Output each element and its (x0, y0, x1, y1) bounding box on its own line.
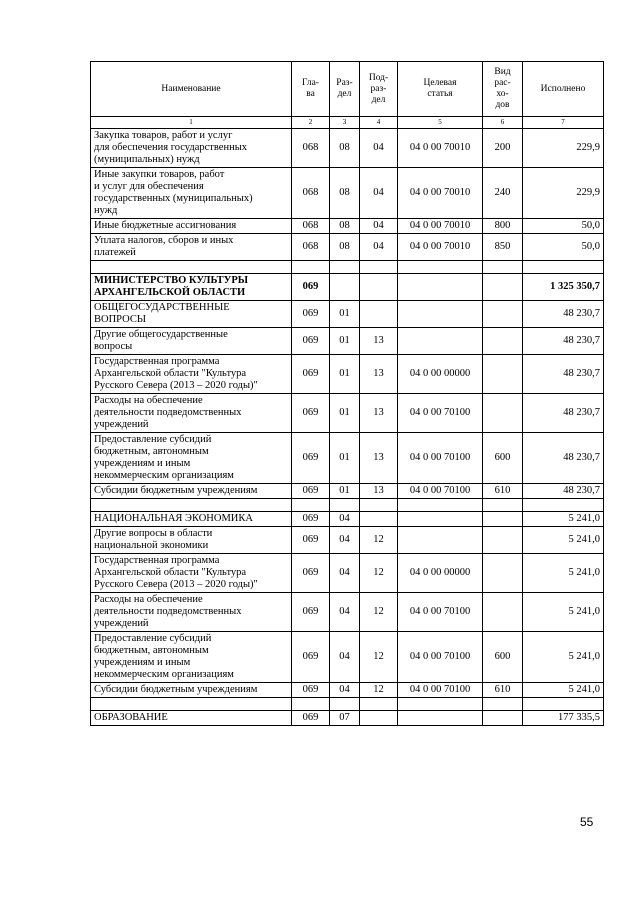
empty-cell (523, 698, 604, 711)
empty-cell (523, 261, 604, 274)
empty-cell (91, 698, 292, 711)
cell-glava: 069 (292, 683, 330, 698)
table-row (91, 527, 604, 554)
column-number: 2 (292, 117, 330, 129)
cell-executed: 177 335,5 (523, 711, 604, 726)
spacer-row (91, 499, 604, 512)
cell-podrazdel: 04 (360, 234, 398, 261)
cell-executed: 48 230,7 (523, 433, 604, 484)
empty-cell (330, 261, 360, 274)
cell-razdel: 07 (330, 711, 360, 726)
cell-razdel: 08 (330, 168, 360, 219)
cell-executed: 5 241,0 (523, 512, 604, 527)
cell-vid: 240 (483, 168, 523, 219)
cell-executed: 229,9 (523, 129, 604, 168)
cell-glava: 069 (292, 632, 330, 683)
cell-vid (483, 274, 523, 301)
empty-cell (398, 261, 483, 274)
cell-glava: 068 (292, 168, 330, 219)
cell-glava: 069 (292, 527, 330, 554)
table-row (91, 234, 604, 261)
cell-executed: 5 241,0 (523, 527, 604, 554)
empty-cell (292, 261, 330, 274)
cell-razdel: 08 (330, 219, 360, 234)
cell-name: Субсидии бюджетным учреждениям (91, 683, 292, 698)
cell-razdel: 01 (330, 433, 360, 484)
table-row (91, 554, 604, 593)
cell-razdel: 08 (330, 234, 360, 261)
table-row (91, 683, 604, 698)
table-row (91, 394, 604, 433)
cell-podrazdel: 04 (360, 219, 398, 234)
cell-vid: 600 (483, 433, 523, 484)
cell-executed: 5 241,0 (523, 554, 604, 593)
cell-executed: 48 230,7 (523, 355, 604, 394)
cell-target: 04 0 00 70100 (398, 484, 483, 499)
cell-podrazdel: 13 (360, 433, 398, 484)
cell-target: 04 0 00 00000 (398, 355, 483, 394)
cell-name: ОБЩЕГОСУДАРСТВЕННЫЕ ВОПРОСЫ (91, 301, 292, 328)
header-glava: Гла- ва (292, 62, 330, 117)
cell-glava: 069 (292, 512, 330, 527)
table-row (91, 301, 604, 328)
cell-vid (483, 512, 523, 527)
table-row (91, 219, 604, 234)
cell-podrazdel: 12 (360, 593, 398, 632)
cell-glava: 069 (292, 554, 330, 593)
column-number: 3 (330, 117, 360, 129)
header-row (91, 62, 604, 117)
cell-name: Другие вопросы в области национальной экономики (91, 527, 292, 554)
empty-cell (292, 698, 330, 711)
cell-razdel: 01 (330, 328, 360, 355)
cell-executed: 5 241,0 (523, 593, 604, 632)
cell-glava: 069 (292, 301, 330, 328)
table-row (91, 632, 604, 683)
cell-podrazdel (360, 274, 398, 301)
spacer-row (91, 261, 604, 274)
cell-name: Субсидии бюджетным учреждениям (91, 484, 292, 499)
empty-cell (330, 499, 360, 512)
cell-name: НАЦИОНАЛЬНАЯ ЭКОНОМИКА (91, 512, 292, 527)
cell-vid (483, 355, 523, 394)
cell-glava: 069 (292, 394, 330, 433)
cell-target (398, 527, 483, 554)
cell-vid (483, 328, 523, 355)
cell-name: МИНИСТЕРСТВО КУЛЬТУРЫ АРХАНГЕЛЬСКОЙ ОБЛАСТИ (91, 274, 292, 301)
table-row (91, 711, 604, 726)
cell-razdel: 04 (330, 527, 360, 554)
cell-glava: 068 (292, 234, 330, 261)
cell-name: Государственная программа Архангельской области "Культура Русского Севера (2013 – 2020 годы)" (91, 554, 292, 593)
column-number: 1 (91, 117, 292, 129)
cell-vid: 850 (483, 234, 523, 261)
cell-glava: 069 (292, 711, 330, 726)
cell-podrazdel (360, 711, 398, 726)
empty-cell (330, 698, 360, 711)
column-number: 4 (360, 117, 398, 129)
empty-cell (292, 499, 330, 512)
table-row (91, 129, 604, 168)
cell-vid: 200 (483, 129, 523, 168)
column-number: 7 (523, 117, 604, 129)
cell-podrazdel: 12 (360, 527, 398, 554)
cell-podrazdel: 13 (360, 328, 398, 355)
cell-podrazdel: 13 (360, 394, 398, 433)
cell-glava: 069 (292, 328, 330, 355)
cell-target: 04 0 00 70100 (398, 632, 483, 683)
cell-executed: 50,0 (523, 219, 604, 234)
empty-cell (360, 261, 398, 274)
cell-name: Уплата налогов, сборов и иных платежей (91, 234, 292, 261)
cell-name: Иные закупки товаров, работ и услуг для обеспечения государственных (муниципальных) нужд (91, 168, 292, 219)
table-row (91, 355, 604, 394)
cell-name: Расходы на обеспечение деятельности подведомственных учреждений (91, 394, 292, 433)
cell-executed: 5 241,0 (523, 683, 604, 698)
cell-vid (483, 301, 523, 328)
cell-vid (483, 527, 523, 554)
cell-razdel: 04 (330, 683, 360, 698)
table-row (91, 274, 604, 301)
cell-glava: 069 (292, 274, 330, 301)
cell-name: ОБРАЗОВАНИЕ (91, 711, 292, 726)
cell-vid: 600 (483, 632, 523, 683)
page-number: 55 (580, 815, 594, 829)
cell-executed: 48 230,7 (523, 484, 604, 499)
cell-target (398, 301, 483, 328)
cell-razdel: 01 (330, 355, 360, 394)
cell-name: Предоставление субсидий бюджетным, автономным учреждениям и иным некоммерческим организациям (91, 632, 292, 683)
cell-target (398, 711, 483, 726)
cell-target: 04 0 00 70010 (398, 219, 483, 234)
column-number-row (91, 117, 604, 129)
table-row (91, 168, 604, 219)
cell-podrazdel: 13 (360, 484, 398, 499)
cell-executed: 229,9 (523, 168, 604, 219)
empty-cell (483, 499, 523, 512)
cell-razdel (330, 274, 360, 301)
cell-target: 04 0 00 70010 (398, 168, 483, 219)
table-row (91, 512, 604, 527)
empty-cell (91, 261, 292, 274)
cell-glava: 069 (292, 355, 330, 394)
cell-razdel: 04 (330, 512, 360, 527)
table-row (91, 328, 604, 355)
cell-vid (483, 593, 523, 632)
header-executed: Исполнено (523, 62, 604, 117)
cell-vid: 800 (483, 219, 523, 234)
empty-cell (483, 698, 523, 711)
budget-table (90, 61, 604, 726)
cell-target: 04 0 00 70100 (398, 593, 483, 632)
header-name: Наименование (91, 62, 292, 117)
spacer-row (91, 698, 604, 711)
cell-target: 04 0 00 70100 (398, 433, 483, 484)
cell-executed: 5 241,0 (523, 632, 604, 683)
header-razdel: Раз- дел (330, 62, 360, 117)
cell-razdel: 01 (330, 484, 360, 499)
cell-glava: 069 (292, 484, 330, 499)
cell-name: Закупка товаров, работ и услуг для обеспечения государственных (муниципальных) нужд (91, 129, 292, 168)
cell-podrazdel: 12 (360, 683, 398, 698)
cell-name: Другие общегосударственные вопросы (91, 328, 292, 355)
empty-cell (523, 499, 604, 512)
cell-target: 04 0 00 70100 (398, 394, 483, 433)
cell-executed: 48 230,7 (523, 301, 604, 328)
cell-executed: 48 230,7 (523, 394, 604, 433)
cell-executed: 48 230,7 (523, 328, 604, 355)
cell-glava: 069 (292, 593, 330, 632)
cell-podrazdel: 04 (360, 168, 398, 219)
cell-vid (483, 394, 523, 433)
cell-name: Предоставление субсидий бюджетным, автономным учреждениям и иным некоммерческим организациям (91, 433, 292, 484)
cell-glava: 068 (292, 129, 330, 168)
cell-target: 04 0 00 70100 (398, 683, 483, 698)
table-row (91, 433, 604, 484)
cell-podrazdel (360, 512, 398, 527)
cell-name: Иные бюджетные ассигнования (91, 219, 292, 234)
cell-executed: 1 325 350,7 (523, 274, 604, 301)
cell-podrazdel: 13 (360, 355, 398, 394)
cell-glava: 068 (292, 219, 330, 234)
cell-name: Государственная программа Архангельской области "Культура Русского Севера (2013 – 2020 годы)" (91, 355, 292, 394)
cell-target: 04 0 00 70010 (398, 129, 483, 168)
cell-podrazdel (360, 301, 398, 328)
cell-target (398, 512, 483, 527)
cell-vid (483, 554, 523, 593)
empty-cell (360, 698, 398, 711)
empty-cell (360, 499, 398, 512)
cell-glava: 069 (292, 433, 330, 484)
empty-cell (91, 499, 292, 512)
cell-podrazdel: 12 (360, 632, 398, 683)
cell-razdel: 01 (330, 301, 360, 328)
header-podrazdel: Под- раз- дел (360, 62, 398, 117)
empty-cell (398, 698, 483, 711)
cell-target: 04 0 00 00000 (398, 554, 483, 593)
column-number: 5 (398, 117, 483, 129)
cell-vid: 610 (483, 683, 523, 698)
cell-razdel: 01 (330, 394, 360, 433)
cell-name: Расходы на обеспечение деятельности подведомственных учреждений (91, 593, 292, 632)
table-body (91, 62, 604, 726)
cell-razdel: 04 (330, 554, 360, 593)
cell-executed: 50,0 (523, 234, 604, 261)
cell-razdel: 04 (330, 593, 360, 632)
cell-target (398, 328, 483, 355)
cell-target (398, 274, 483, 301)
column-number: 6 (483, 117, 523, 129)
empty-cell (483, 261, 523, 274)
header-vid: Вид рас- хо- дов (483, 62, 523, 117)
cell-podrazdel: 12 (360, 554, 398, 593)
cell-razdel: 08 (330, 129, 360, 168)
cell-razdel: 04 (330, 632, 360, 683)
table-row (91, 484, 604, 499)
cell-podrazdel: 04 (360, 129, 398, 168)
table-row (91, 593, 604, 632)
cell-target: 04 0 00 70010 (398, 234, 483, 261)
cell-vid: 610 (483, 484, 523, 499)
empty-cell (398, 499, 483, 512)
cell-vid (483, 711, 523, 726)
header-target: Целевая статья (398, 62, 483, 117)
